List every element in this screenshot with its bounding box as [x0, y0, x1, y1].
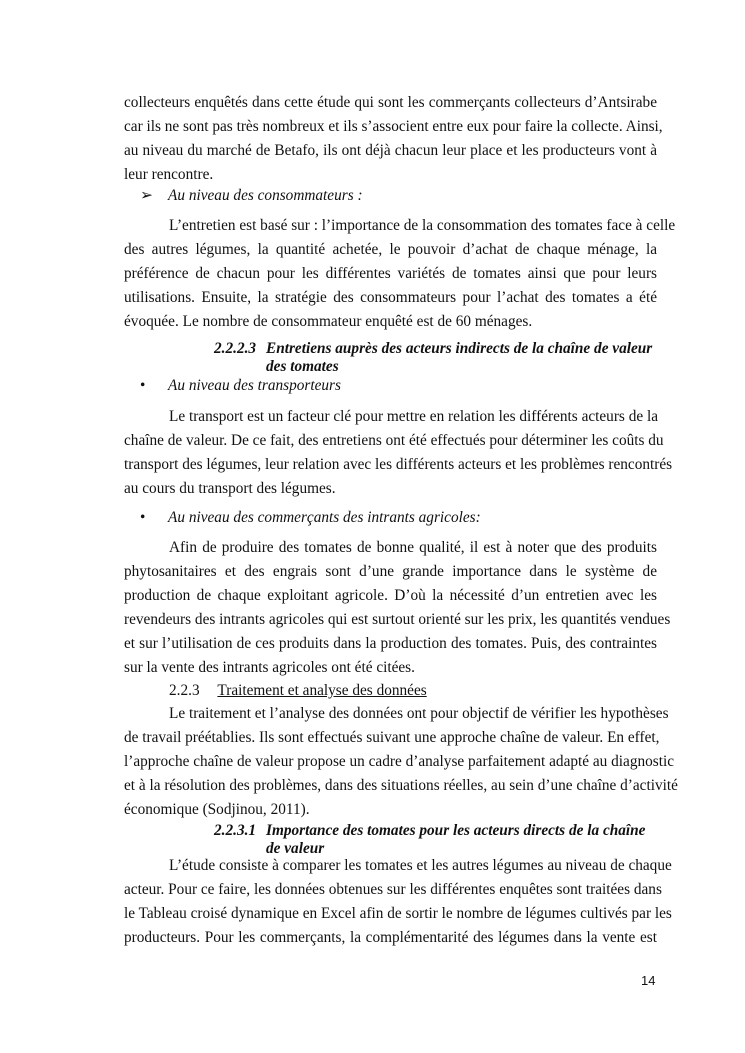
heading-title: Importance des tomates pour les acteurs directs de la chaîne de valeur: [266, 822, 646, 857]
text-line: producteurs. Pour les commerçants, la complémentarité des légumes dans la vente est: [124, 929, 657, 946]
heading-number: 2.2.3.1: [214, 822, 257, 839]
text-line: production de chaque exploitant agricole. D’où la nécessité d’un entretien avec les: [124, 587, 657, 604]
paragraph-consommateurs: [124, 214, 676, 334]
text-line: l’approche chaîne de valeur propose un cadre d’analyse parfaitement adapté au diagnostic: [124, 753, 675, 770]
heading-number: 2.2.3: [169, 682, 200, 699]
text-line: Le transport est un facteur clé pour mettre en relation les différents acteurs de la: [169, 408, 659, 425]
paragraph-intrants: [124, 536, 671, 680]
text-line: revendeurs des intrants agricoles qui est surtout orienté sur les prix, les quantités vendues: [124, 611, 671, 628]
bullet-dot-icon: •: [140, 377, 146, 394]
text-line: car ils ne sont pas très nombreux et ils s’associent entre eux pour faire la collecte. Ainsi,: [124, 118, 663, 135]
heading-title: Entretiens auprès des acteurs indirects de la chaîne de valeur des tomates: [266, 340, 653, 375]
paragraph-traitement: [124, 702, 678, 822]
text-line: économique (Sodjinou, 2011).: [124, 801, 310, 818]
text-line: le Tableau croisé dynamique en Excel afin de sortir le nombre de légumes cultivés par les: [124, 905, 672, 922]
text-line: au niveau du marché de Betafo, ils ont déjà chacun leur place et les producteurs vont à: [124, 142, 657, 159]
text-line: au cours du transport des légumes.: [124, 480, 336, 497]
text-line: leur rencontre.: [124, 166, 214, 183]
paragraph-transporteurs: [124, 405, 673, 501]
text-line: de travail préétablies. Ils sont effectués suivant une approche chaîne de valeur. En effet,: [124, 729, 660, 746]
text-line: et à la résolution des problèmes, dans des situations réelles, au sein d’une chaîne d’activité: [124, 777, 678, 794]
text-line: Le traitement et l’analyse des données ont pour objectif de vérifier les hypothèses: [169, 705, 669, 722]
heading-2-2-3: [169, 681, 427, 701]
paragraph-importance: [124, 854, 672, 950]
text-line: L’entretien est basé sur : l’importance de la consommation des tomates face à celle: [169, 217, 676, 234]
text-line: Afin de produire des tomates de bonne qualité, il est à noter que des produits: [169, 539, 657, 556]
paragraph-collecteurs: [124, 91, 663, 187]
text-line: phytosanitaires et des engrais sont d’une grande importance dans le système de: [124, 563, 657, 580]
bullet-intrants: [140, 508, 481, 528]
bullet-text: Au niveau des commerçants des intrants agricoles:: [168, 509, 481, 526]
bullet-text: Au niveau des transporteurs: [168, 377, 341, 394]
text-line: acteur. Pour ce faire, les données obtenues sur les différentes enquêtes sont traitées dans: [124, 881, 662, 898]
bullet-transporteurs: [140, 376, 341, 396]
page-number: 14: [641, 973, 656, 988]
bullet-consommateurs: [140, 186, 363, 206]
heading-2-2-3-1: [214, 822, 664, 858]
text-line: utilisations. Ensuite, la stratégie des consommateurs pour l’achat des tomates a été: [124, 289, 657, 306]
text-line: évoquée. Le nombre de consommateur enquêté est de 60 ménages.: [124, 313, 533, 330]
text-line: L’étude consiste à comparer les tomates et les autres légumes au niveau de chaque: [169, 857, 672, 874]
text-line: transport des légumes, leur relation avec les différents acteurs et les problèmes rencontrés: [124, 456, 673, 473]
heading-title: Traitement et analyse des données: [217, 682, 427, 699]
text-line: chaîne de valeur. De ce fait, des entretiens ont été effectués pour déterminer les coûts du: [124, 432, 664, 449]
heading-2-2-2-3: [214, 340, 664, 376]
arrow-bullet-icon: ➢: [140, 187, 153, 204]
text-line: et sur l’utilisation de ces produits dans la production des tomates. Puis, des contraintes: [124, 635, 657, 652]
text-line: préférence de chacun pour les différentes variétés de tomates ainsi que pour leurs: [124, 265, 657, 282]
text-line: des autres légumes, la quantité achetée, le pouvoir d’achat de chaque ménage, la: [124, 241, 657, 258]
bullet-text: Au niveau des consommateurs :: [168, 187, 363, 204]
text-line: sur la vente des intrants agricoles ont été citées.: [124, 659, 415, 676]
bullet-dot-icon: •: [140, 509, 146, 526]
text-line: collecteurs enquêtés dans cette étude qui sont les commerçants collecteurs d’Antsirabe: [124, 94, 657, 111]
heading-number: 2.2.2.3: [214, 340, 257, 357]
